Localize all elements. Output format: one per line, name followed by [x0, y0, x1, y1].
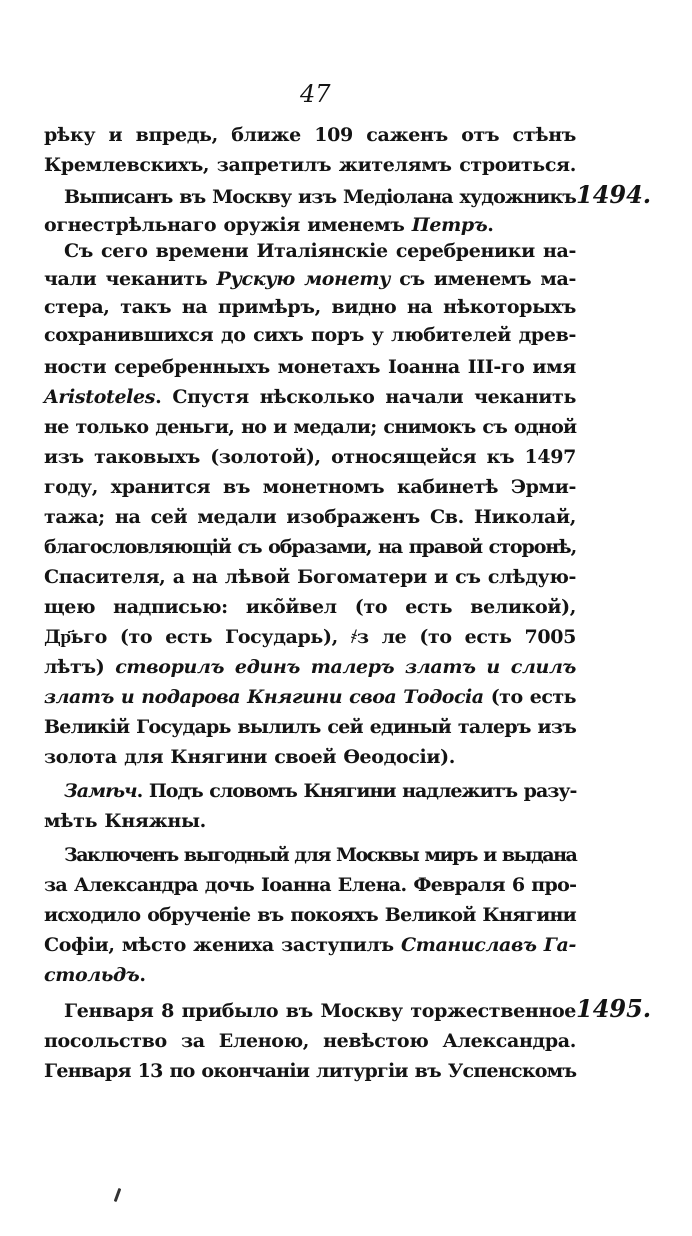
- text-line: [44, 806, 576, 836]
- text-line: [44, 960, 576, 990]
- text-run: тажа; на сей медали изображенъ Св. Николай,: [44, 506, 576, 528]
- text-line: [44, 352, 576, 382]
- text-run: сохранившихся до сихъ поръ у любителей древ-: [44, 324, 576, 346]
- page-number: 47: [300, 80, 331, 108]
- text-run: .: [487, 214, 494, 236]
- text-run: Генваря 13 по окончаніи литургіи въ Успенскомъ: [44, 1060, 577, 1082]
- text-run: съ именемъ ма-: [390, 268, 576, 290]
- text-run: Генваря 8 прибыло въ Москву торжественное: [64, 1000, 576, 1022]
- text-run: году, хранится въ монетномъ кабинетѣ Эрми-: [44, 476, 576, 498]
- text-line: [44, 472, 576, 502]
- text-line: [44, 442, 576, 472]
- text-run: чали чеканить: [44, 268, 217, 290]
- text-run: Софіи, мѣсто жениха заступилъ: [44, 934, 401, 956]
- text-line: [44, 652, 576, 682]
- text-line: [44, 562, 576, 592]
- text-line: [44, 382, 576, 412]
- text-run: Великій Государь вылилъ сей единый талеръ изъ: [44, 716, 576, 738]
- text-run: Кремлевскихъ, запретилъ жителямъ строиться.: [44, 154, 576, 176]
- text-run: огнестрѣльнаго оружія именемъ: [44, 214, 412, 236]
- margin-year: 1495.: [576, 994, 652, 1023]
- text-line: [44, 502, 576, 532]
- text-line: [44, 742, 576, 772]
- text-line: [44, 320, 576, 350]
- text-run: изъ таковыхъ (золотой), относящейся къ 1497: [44, 446, 576, 468]
- text-run: . Спустя нѣсколько начали чеканить: [155, 386, 576, 408]
- text-line: [44, 930, 576, 960]
- text-run: Заключенъ выгодный для Москвы миръ и выдана: [64, 844, 577, 866]
- text-line: [44, 264, 576, 294]
- text-run: Съ сего времени Италіянскіе серебреники на-: [64, 240, 576, 262]
- text-run: .: [139, 964, 146, 986]
- text-line: [44, 682, 576, 712]
- text-run: исходило обрученіе въ покояхъ Великой Княгини: [44, 904, 576, 926]
- text-line: [44, 120, 576, 150]
- text-run: золота для Княгини своей Ѳеодосіи).: [44, 746, 455, 768]
- text-run: ности серебренныхъ монетахъ Іоанна III-го имя: [44, 356, 576, 378]
- text-line: [44, 532, 576, 562]
- text-run: за Александра дочь Іоанна Елена. Февраля 6 про-: [44, 874, 577, 896]
- text-line: [44, 292, 576, 322]
- italic-text-run: Петръ: [411, 214, 488, 236]
- text-run: посольство за Еленою, невѣстою Александра.: [44, 1030, 576, 1052]
- text-run: не только деньги, но и медали; снимокъ съ одной: [44, 416, 577, 438]
- text-line: [44, 182, 576, 212]
- text-run: Выписанъ въ Москву изъ Медіолана художникъ: [64, 186, 576, 208]
- text-line: [44, 592, 576, 622]
- italic-text-run: Рускую монету: [216, 268, 391, 290]
- italic-text-run: Замѣч: [64, 780, 137, 802]
- text-line: [44, 412, 576, 442]
- text-line: [44, 150, 576, 180]
- text-line: [44, 996, 576, 1026]
- text-line: [44, 236, 576, 266]
- text-line: [44, 900, 576, 930]
- italic-text-run: Aristoteles: [44, 386, 156, 408]
- italic-text-run: створилъ единъ талеръ златъ и слилъ: [115, 656, 576, 678]
- text-run: щею надписью: ико̃йвел (то есть великой),: [44, 596, 576, 618]
- text-line: [44, 622, 576, 652]
- text-run: . Подъ словомъ Княгини надлежитъ разу-: [136, 780, 577, 802]
- text-line: [44, 776, 576, 806]
- margin-year: 1494.: [576, 180, 652, 209]
- text-run: благословляющій съ образами, на правой сторонѣ,: [44, 536, 577, 558]
- text-line: [44, 1026, 576, 1056]
- text-line: [44, 1056, 576, 1086]
- text-run: лѣтъ): [44, 656, 116, 678]
- italic-text-run: Станиславъ Га-: [400, 934, 576, 956]
- text-line: [44, 712, 576, 742]
- italic-text-run: стольдъ: [44, 964, 140, 986]
- text-run: (то есть: [483, 686, 577, 708]
- text-run: рѣку и впредь, ближе 109 саженъ отъ стѣнъ: [44, 124, 576, 146]
- text-line: [44, 870, 576, 900]
- text-run: Др҃ьго (то есть Государь), ҂з ле (то есть 7005: [44, 626, 576, 648]
- ink-mark: [114, 1188, 122, 1202]
- text-line: [44, 840, 576, 870]
- text-run: мѣть Княжны.: [44, 810, 206, 832]
- italic-text-run: златъ и подарова Княгини своа Тодосіа: [44, 686, 484, 708]
- text-run: Спасителя, а на лѣвой Богоматери и съ слѣдую-: [44, 566, 576, 588]
- text-run: стера, такъ на примѣръ, видно на нѣкоторыхъ: [44, 296, 576, 318]
